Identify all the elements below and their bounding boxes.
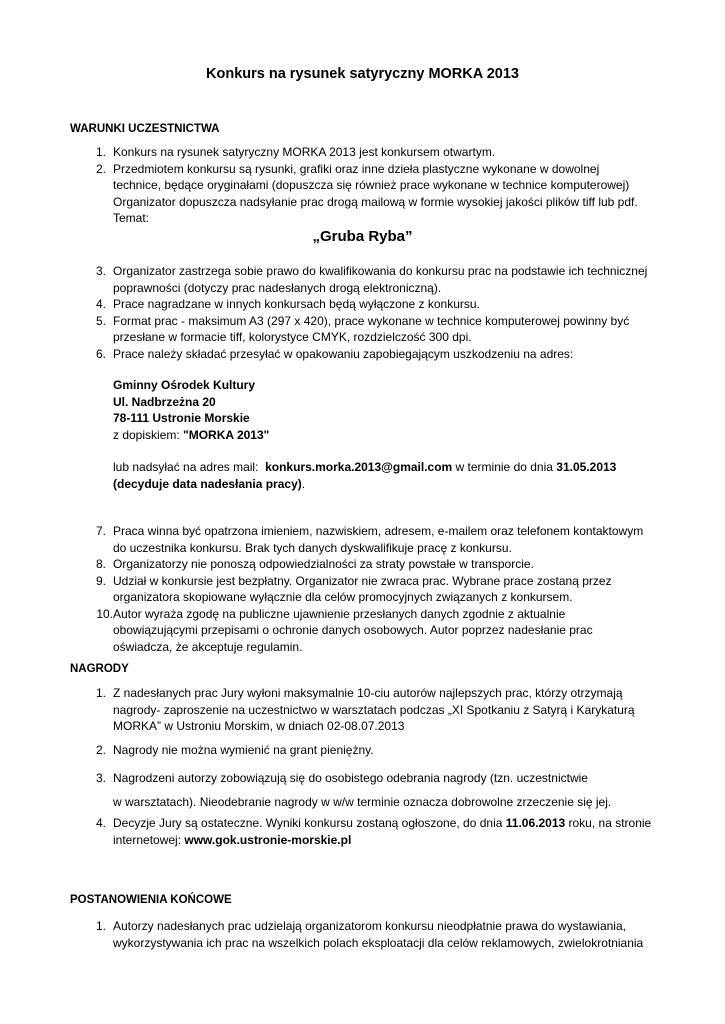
item-number: 1. bbox=[95, 145, 106, 159]
prizes-item-3 bbox=[70, 766, 670, 814]
item-number: 2. bbox=[95, 743, 106, 757]
item-line: Nagrodzeni autorzy zobowiązują się do osobistego odebrania nagrody (tzn. uczestnictwie bbox=[113, 771, 588, 785]
address-line: z dopiskiem: "MORKA 2013" bbox=[113, 427, 270, 442]
address-line: Ul. Nadbrzeżna 20 bbox=[113, 394, 216, 409]
list-item bbox=[70, 556, 670, 573]
list-item bbox=[70, 573, 670, 606]
item-line: technice, będące oryginałami (dopuszcza się również prace wykonane w technice komputerowej) bbox=[113, 178, 630, 192]
item-number: 7. bbox=[95, 524, 106, 538]
item-number: 2. bbox=[95, 161, 106, 176]
conditions-list-c bbox=[70, 523, 670, 655]
prizes-item-4 bbox=[70, 815, 670, 848]
item-line: Praca winna być opatrzona imieniem, nazwiskiem, adresem, e-mailem oraz telefonem kontaktowym bbox=[113, 524, 644, 538]
item-line: Temat: bbox=[113, 211, 150, 225]
item-line: internetowej: www.gok.ustronie-morskie.pl bbox=[113, 832, 352, 847]
item-line: Prace należy składać przesyłać w opakowaniu zapobiegającym uszkodzeniu na adres: bbox=[113, 346, 574, 361]
address-line: 78-111 Ustronie Morskie bbox=[113, 411, 250, 425]
item-number: 4. bbox=[95, 816, 106, 830]
item-number: 3. bbox=[95, 771, 106, 785]
list-item bbox=[70, 144, 670, 161]
item-line: Udział w konkursie jest bezpłatny. Organizator nie zwraca prac. Wybrane prace zostaną przez bbox=[113, 573, 612, 588]
item-line: Konkurs na rysunek satyryczny MORKA 2013 jest konkursem otwartym. bbox=[113, 145, 496, 159]
prizes-item-1 bbox=[70, 685, 670, 735]
item-number: 6. bbox=[95, 346, 106, 361]
item-number: 9. bbox=[95, 573, 106, 588]
list-item bbox=[70, 313, 670, 346]
item-line: MORKA” w Ustroniu Morskim, w dniach 02-08.07.2013 bbox=[113, 719, 405, 733]
address-line: Gminny Ośrodek Kultury bbox=[113, 378, 256, 392]
contest-theme: „Gruba Ryba” bbox=[312, 228, 413, 245]
final-provisions-list bbox=[70, 918, 670, 951]
list-item bbox=[70, 815, 670, 848]
item-number: 8. bbox=[95, 557, 106, 571]
list-item bbox=[70, 161, 670, 227]
list-item bbox=[70, 296, 670, 313]
item-line: w warsztatach). Nieodebranie nagrody w w/w terminie oznacza dobrowolne zrzeczenie się jej. bbox=[113, 795, 612, 809]
item-line: Nagrody nie można wymienić na grant pieniężny. bbox=[113, 743, 374, 757]
list-item bbox=[70, 263, 670, 296]
item-number: 5. bbox=[95, 313, 106, 328]
item-number: 1. bbox=[95, 686, 106, 700]
item-line: oświadcza, że akceptuje regulamin. bbox=[113, 639, 303, 654]
website-url: www.gok.ustronie-morskie.pl bbox=[184, 832, 352, 847]
mailing-address bbox=[113, 377, 269, 443]
results-date: 11.06.2013 bbox=[505, 816, 566, 830]
item-line: Format prac - maksimum A3 (297 x 420), prace wykonane w technice komputerowej powinny być bbox=[113, 313, 630, 328]
list-item bbox=[70, 606, 670, 656]
conditions-list-b bbox=[70, 263, 670, 362]
item-line: przesłane w formacie tiff, kolorystyce CMYK, rozdzielczość 300 dpi. bbox=[113, 330, 472, 344]
section-heading-postanowienia: POSTANOWIENIA KOŃCOWE bbox=[70, 894, 232, 906]
document-title: Konkurs na rysunek satyryczny MORKA 2013 bbox=[206, 66, 519, 82]
item-number: 3. bbox=[95, 264, 106, 278]
item-line: wykorzystywania ich prac na wszelkich polach eksploatacji dla celów reklamowych, zwielokrotniania bbox=[113, 935, 644, 950]
item-line: Organizator dopuszcza nadsyłanie prac drogą mailową w formie wysokiej jakości plików tiff lub pdf. bbox=[113, 194, 638, 209]
item-line: Z nadesłanych prac Jury wyłoni maksymalnie 10-ciu autorów najlepszych prac, którzy otrzymają bbox=[113, 686, 623, 700]
item-line: nagrody- zaproszenie na uczestnictwo w warsztatach podczas „XI Spotkaniu z Satyrą i Karykaturą bbox=[113, 702, 635, 717]
list-item bbox=[70, 742, 670, 759]
item-line: do uczestnika konkursu. Brak tych danych dyskwalifikuje pracę z konkursu. bbox=[113, 540, 512, 555]
conditions-list-a bbox=[70, 144, 670, 227]
prizes-item-2 bbox=[70, 742, 670, 759]
item-line: Organizatorzy nie ponoszą odpowiedzialności za straty powstałe w transporcie. bbox=[113, 557, 534, 571]
item-number: 10. bbox=[96, 606, 113, 621]
item-line: organizatora skopiowane wyłącznie dla celów promocyjnych związanych z konkursem. bbox=[113, 590, 573, 604]
item-line: Prace nagradzane w innych konkursach będą wyłączone z konkursu. bbox=[113, 297, 480, 311]
item-number: 1. bbox=[95, 919, 106, 933]
section-heading-nagrody: NAGRODY bbox=[70, 663, 129, 675]
list-item bbox=[70, 766, 670, 814]
package-annotation: "MORKA 2013" bbox=[183, 427, 270, 442]
item-line: obowiązującymi przepisami o ochronie danych osobowych. Autor poprzez nadesłanie prac bbox=[113, 623, 593, 637]
section-heading-warunki: WARUNKI UCZESTNICTWA bbox=[70, 123, 220, 135]
email-submission: lub nadsyłać na adres mail: konkurs.morka.2013@gmail.com w terminie do dnia 31.05.2013 (decyduje data nadesłania pracy). bbox=[113, 460, 617, 491]
item-line: Organizator zastrzega sobie prawo do kwalifikowania do konkursu prac na podstawie ich technicznej bbox=[113, 264, 648, 278]
deadline-note: (decyduje data nadesłania pracy) bbox=[113, 476, 302, 491]
list-item bbox=[70, 918, 670, 951]
item-number: 4. bbox=[95, 297, 106, 311]
item-line: Decyzje Jury są ostateczne. Wyniki konkursu zostaną ogłoszone, do dnia 11.06.2013 roku, na stronie bbox=[113, 816, 652, 830]
item-line: poprawności (dotyczy prac nadesłanych drogą elektroniczną). bbox=[113, 280, 442, 295]
item-line: Autor wyraża zgodę na publiczne ujawnienie przesłanych danych zgodnie z aktualnie bbox=[113, 606, 566, 621]
item-line: Przedmiotem konkursu są rysunki, grafiki oraz inne dzieła plastyczne wykonane w dowolnej bbox=[113, 161, 600, 176]
list-item bbox=[70, 346, 670, 363]
contest-email: konkurs.morka.2013@gmail.com bbox=[265, 460, 453, 474]
list-item bbox=[70, 685, 670, 735]
item-line: Autorzy nadesłanych prac udzielają organizatorom konkursu nieodpłatnie prawa do wystawiania, bbox=[113, 919, 626, 933]
list-item bbox=[70, 523, 670, 556]
deadline-date: 31.05.2013 bbox=[556, 460, 617, 474]
